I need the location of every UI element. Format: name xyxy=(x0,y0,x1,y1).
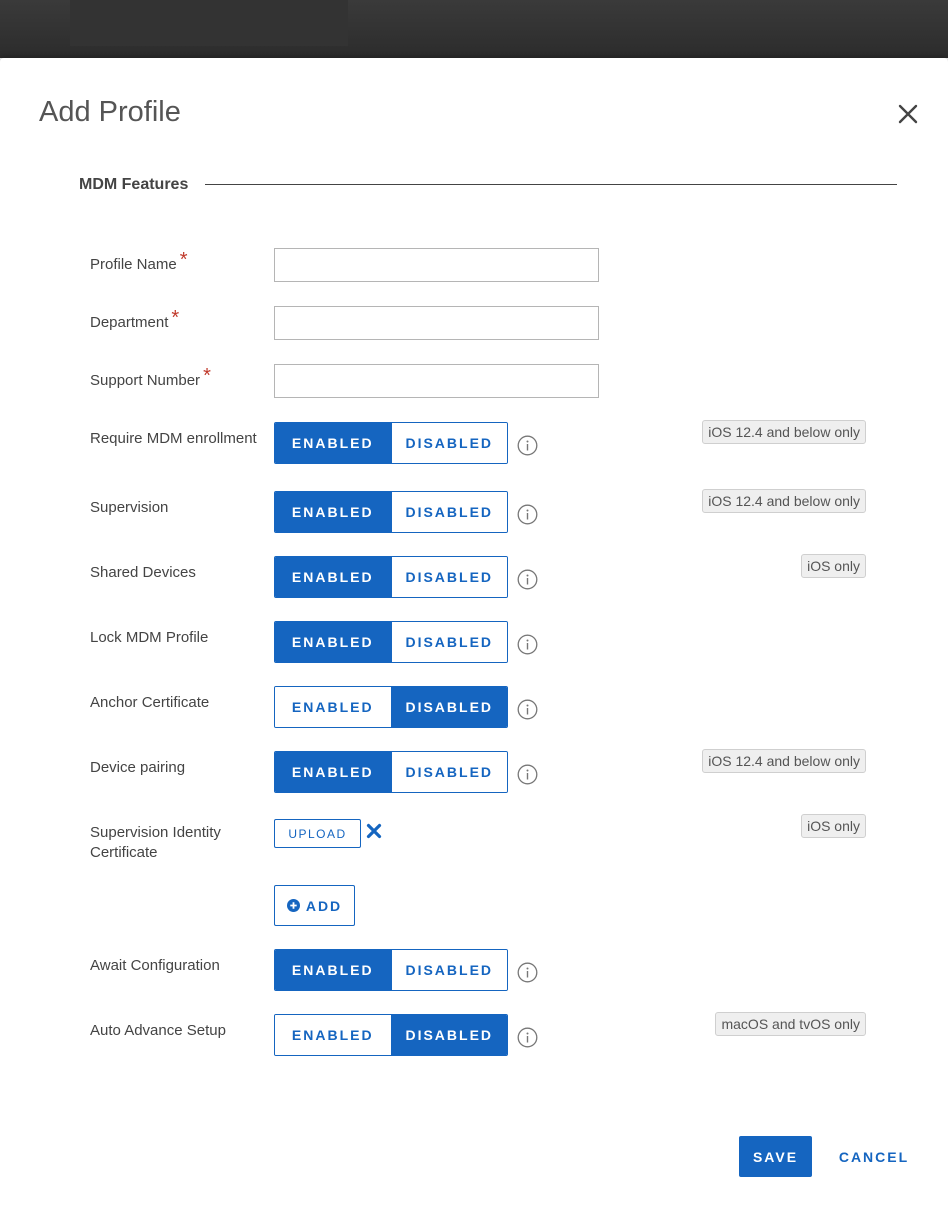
enabled-option[interactable]: ENABLED xyxy=(275,687,391,727)
upload-button[interactable]: UPLOAD xyxy=(274,819,361,848)
required-mark: * xyxy=(171,307,180,329)
info-icon[interactable] xyxy=(517,634,538,655)
required-mark: * xyxy=(203,365,211,387)
supervision-toggle[interactable] xyxy=(274,491,508,533)
info-icon[interactable] xyxy=(517,435,538,456)
support-number-label: Support Number * xyxy=(90,365,211,389)
info-icon[interactable] xyxy=(517,569,538,590)
cancel-button[interactable]: CANCEL xyxy=(838,1148,910,1165)
lock-mdm-profile-label: Lock MDM Profile xyxy=(90,629,209,646)
require-mdm-enrollment-toggle[interactable] xyxy=(274,422,508,464)
disabled-option[interactable]: DISABLED xyxy=(391,1015,508,1055)
disabled-option[interactable]: DISABLED xyxy=(391,423,508,463)
enabled-option[interactable]: ENABLED xyxy=(275,423,391,463)
supervision-identity-label: Supervision Identity Certificate xyxy=(90,824,221,861)
modal-title: Add Profile xyxy=(39,96,181,128)
add-button-label: ADD xyxy=(305,897,343,914)
section-header xyxy=(79,176,897,196)
platform-badge: iOS 12.4 and below only xyxy=(702,420,866,444)
auto-advance-setup-toggle[interactable] xyxy=(274,1014,508,1056)
shared-devices-label: Shared Devices xyxy=(90,564,196,581)
await-configuration-label: Await Configuration xyxy=(90,957,220,974)
disabled-option[interactable]: DISABLED xyxy=(391,622,508,662)
supervision-label: Supervision xyxy=(90,499,169,516)
device-pairing-label: Device pairing xyxy=(90,759,186,776)
info-icon[interactable] xyxy=(517,962,538,983)
enabled-option[interactable]: ENABLED xyxy=(275,622,391,662)
lock-mdm-profile-toggle[interactable] xyxy=(274,621,508,663)
disabled-option[interactable]: DISABLED xyxy=(391,687,508,727)
anchor-certificate-toggle[interactable] xyxy=(274,686,508,728)
platform-badge: macOS and tvOS only xyxy=(715,1012,866,1036)
support-number-input[interactable] xyxy=(274,364,599,398)
enabled-option[interactable]: ENABLED xyxy=(275,492,391,532)
shared-devices-toggle[interactable] xyxy=(274,556,508,598)
disabled-option[interactable]: DISABLED xyxy=(391,752,508,792)
close-button[interactable] xyxy=(894,100,922,128)
device-pairing-toggle[interactable] xyxy=(274,751,508,793)
section-title: MDM Features xyxy=(79,176,202,194)
department-label: Department * xyxy=(90,307,180,331)
disabled-option[interactable]: DISABLED xyxy=(391,557,508,597)
profile-name-label: Profile Name * xyxy=(90,249,188,273)
info-icon[interactable] xyxy=(517,1027,538,1048)
info-icon[interactable] xyxy=(517,504,538,525)
save-button[interactable]: SAVE xyxy=(739,1136,812,1177)
platform-badge: iOS only xyxy=(801,554,866,578)
enabled-option[interactable]: ENABLED xyxy=(275,557,391,597)
enabled-option[interactable]: ENABLED xyxy=(275,752,391,792)
info-icon[interactable] xyxy=(517,699,538,720)
disabled-option[interactable]: DISABLED xyxy=(391,950,508,990)
add-profile-modal xyxy=(0,58,948,1217)
profile-name-input[interactable] xyxy=(274,248,599,282)
enabled-option[interactable]: ENABLED xyxy=(275,950,391,990)
required-mark: * xyxy=(179,249,188,271)
auto-advance-setup-label: Auto Advance Setup xyxy=(90,1022,226,1039)
section-divider xyxy=(205,184,897,185)
close-icon xyxy=(894,100,922,128)
plus-circle-icon xyxy=(287,899,300,912)
department-input[interactable] xyxy=(274,306,599,340)
remove-x-icon[interactable] xyxy=(366,823,382,839)
backdrop-tab xyxy=(70,0,348,46)
disabled-option[interactable]: DISABLED xyxy=(391,492,508,532)
info-icon[interactable] xyxy=(517,764,538,785)
enabled-option[interactable]: ENABLED xyxy=(275,1015,391,1055)
add-button[interactable] xyxy=(274,885,355,926)
platform-badge: iOS 12.4 and below only xyxy=(702,489,866,513)
require-mdm-enrollment-label: Require MDM enrollment xyxy=(90,430,257,447)
anchor-certificate-label: Anchor Certificate xyxy=(90,694,210,711)
platform-badge: iOS 12.4 and below only xyxy=(702,749,866,773)
await-configuration-toggle[interactable] xyxy=(274,949,508,991)
platform-badge: iOS only xyxy=(801,814,866,838)
app-backdrop xyxy=(0,0,948,58)
